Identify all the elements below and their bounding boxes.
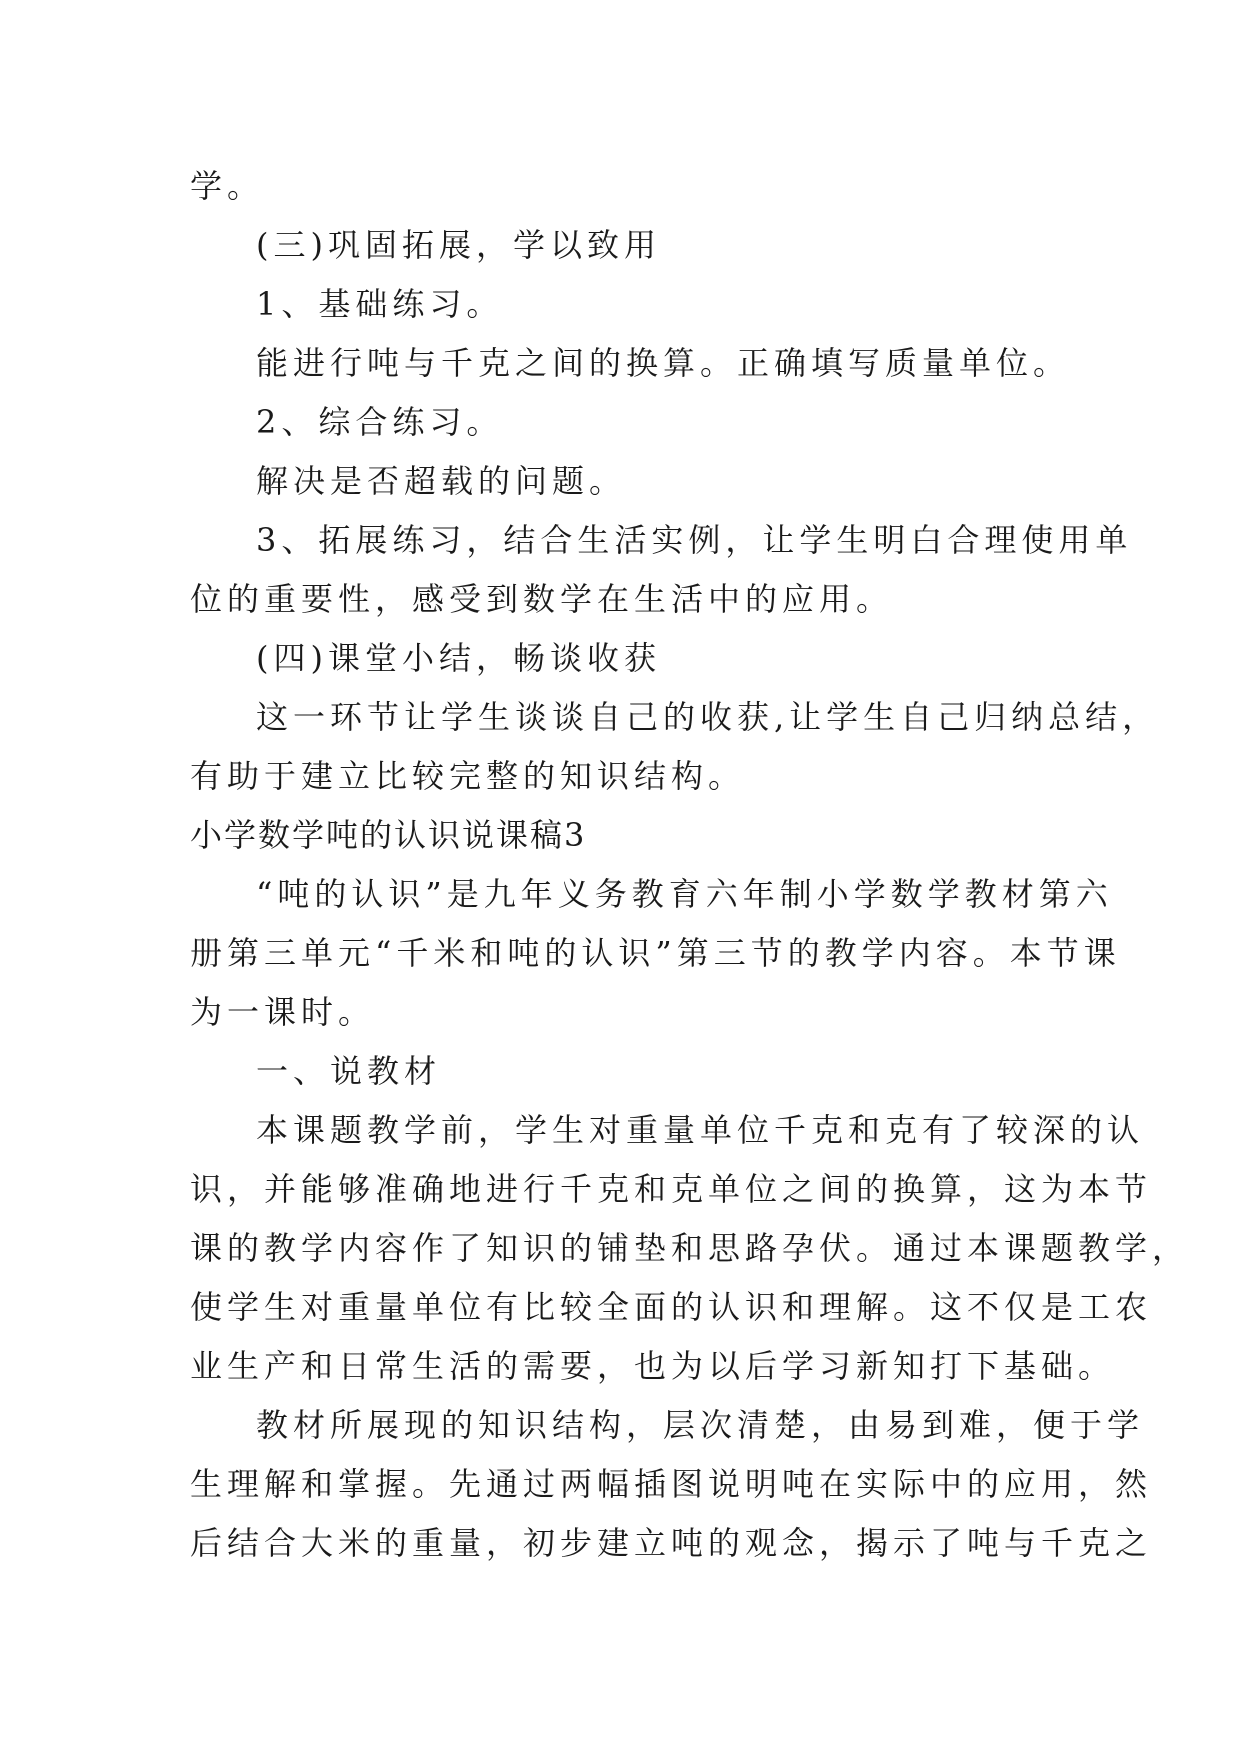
- text-line: 1、基础练习。: [256, 285, 504, 323]
- section-heading: (三)巩固拓展，学以致用: [256, 226, 661, 264]
- document-title: 小学数学吨的认识说课稿3: [190, 816, 587, 854]
- text-line: “吨的认识”是九年义务教育六年制小学数学教材第六: [256, 875, 1113, 913]
- text-line: 使学生对重量单位有比较全面的认识和理解。这不仅是工农: [190, 1288, 1153, 1326]
- text-line: 学。: [190, 167, 265, 205]
- text-line: 课的教学内容作了知识的铺垫和思路孕伏。通过本课题教学，: [190, 1229, 1190, 1267]
- text-line: 2、综合练习。: [256, 403, 504, 441]
- text-line: 为一课时。: [190, 993, 376, 1031]
- section-heading: 一、说教材: [256, 1052, 442, 1090]
- text-line: 本课题教学前，学生对重量单位千克和克有了较深的认: [256, 1111, 1145, 1149]
- section-heading: (四)课堂小结，畅谈收获: [256, 639, 661, 677]
- text-line: 有助于建立比较完整的知识结构。: [190, 757, 746, 795]
- text-line: 识，并能够准确地进行千克和克单位之间的换算，这为本节: [190, 1170, 1153, 1208]
- text-line: 生理解和掌握。先通过两幅插图说明吨在实际中的应用，然: [190, 1465, 1153, 1503]
- text-line: 位的重要性，感受到数学在生活中的应用。: [190, 580, 894, 618]
- text-line: 后结合大米的重量，初步建立吨的观念，揭示了吨与千克之: [190, 1524, 1153, 1562]
- text-line: 这一环节让学生谈谈自己的收获,让学生自己归纳总结，: [256, 698, 1160, 736]
- text-line: 教材所展现的知识结构，层次清楚，由易到难，便于学: [256, 1406, 1145, 1444]
- text-line: 能进行吨与千克之间的换算。正确填写质量单位。: [256, 344, 1071, 382]
- text-line: 3、拓展练习，结合生活实例，让学生明白合理使用单: [256, 521, 1133, 559]
- text-line: 业生产和日常生活的需要，也为以后学习新知打下基础。: [190, 1347, 1116, 1385]
- text-line: 解决是否超载的问题。: [256, 462, 627, 500]
- text-line: 册第三单元“千米和吨的认识”第三节的教学内容。本节课: [190, 934, 1121, 972]
